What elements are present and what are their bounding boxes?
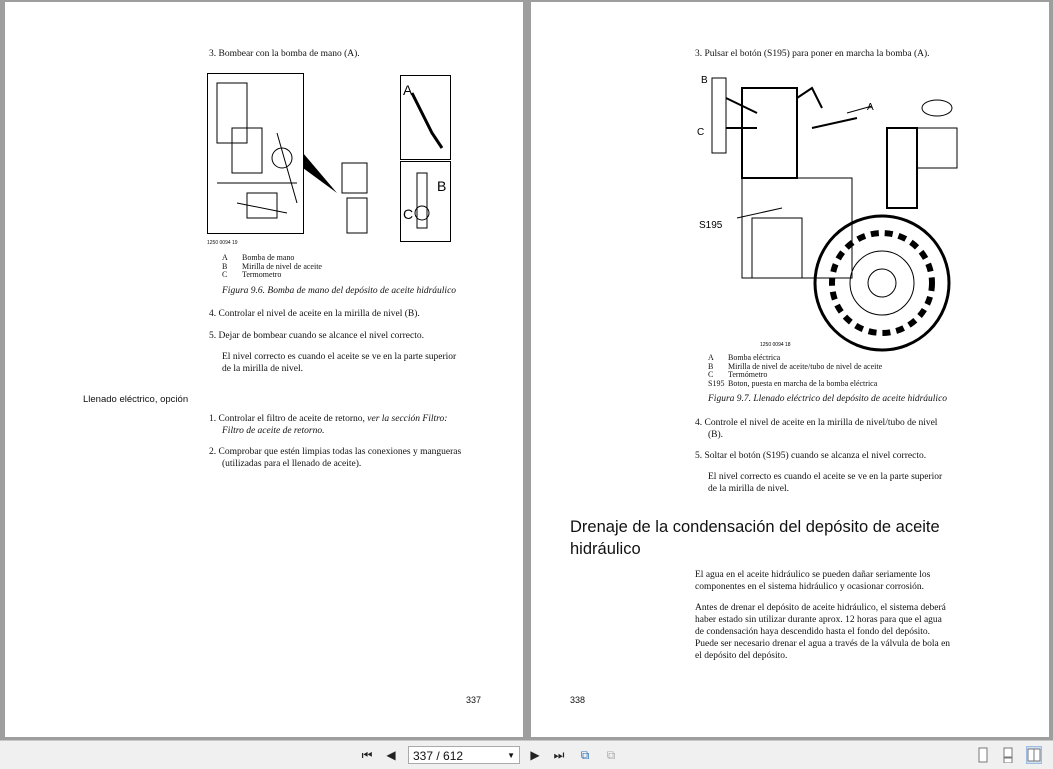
go-forward-view-icon[interactable]: ⧉ (606, 747, 616, 762)
step-4: 4. Controle el nivel de aceite en la mirilla de nivel/tubo de nivel (695, 418, 938, 428)
hand-pump-figure (207, 73, 457, 243)
section-heading: Llenado eléctrico, opción (83, 394, 189, 405)
electric-pump-figure (697, 68, 987, 353)
page-number: 338 (570, 695, 586, 705)
go-back-view-icon[interactable]: ⧉ (580, 747, 590, 762)
note-line-2: de la mirilla de nivel. (708, 484, 789, 494)
continuous-view-icon[interactable] (1000, 746, 1016, 764)
step-4: 4. Controlar el nivel de aceite en la mirilla de nivel (B). (209, 309, 420, 319)
fig-label-c: C (697, 127, 705, 138)
two-page-view-icon[interactable] (1026, 746, 1042, 764)
step-4-cont: (B). (708, 430, 724, 440)
section-link[interactable]: ver la sección Filtro: (367, 414, 448, 424)
note-line-1: El nivel correcto es cuando el aceite se ve en la parte superior (708, 472, 943, 482)
figure-caption: Figura 9.6. Bomba de mano del depósito de aceite hidráulico (222, 286, 457, 296)
step-text: 1. Controlar el filtro de aceite de retorno, (209, 414, 365, 424)
electric-step-1 (209, 413, 447, 425)
pdf-navigation-toolbar (0, 740, 1053, 769)
figure-legend: A Bomba de mano B Mirilla de nivel de aceite C Termometro (222, 253, 322, 279)
paragraph-2: Antes de drenar el depósito de aceite hidráulico, el sistema deberá haber estado sin utilizar durante aprox. 12 horas para que el agua de condensación haya descendido hasta el fondo del depósito. Puede ser necesario drenar el agua a través de la válvula de bola en el depósito del depósito. (695, 603, 951, 661)
fig-label-c: C (403, 206, 414, 222)
last-page-icon[interactable]: ⏭ (553, 747, 565, 762)
previous-page-icon[interactable]: ◀ (386, 748, 396, 762)
fig-label-b: B (701, 75, 708, 86)
note-line-1: El nivel correcto es cuando el aceite se ve en la parte superior (222, 352, 457, 362)
figure-caption: Figura 9.7. Llenado eléctrico del depósito de aceite hidráulico (708, 394, 948, 404)
pdf-page-338 (531, 2, 1049, 737)
fig-label-s195: S195 (699, 220, 723, 231)
next-page-icon[interactable]: ▶ (530, 748, 540, 762)
electric-step-2: 2. Comprobar que estén limpias todas las conexiones y mangueras (209, 447, 462, 457)
paragraph-1: El agua en el aceite hidráulico se pueden dañar seriamente los componentes en el sistema hidráulico y ocasionar corrosión. (695, 570, 931, 592)
note-line-2: de la mirilla de nivel. (222, 364, 303, 374)
heading-line-2: hidráulico (570, 540, 641, 558)
page-field-value: 337 / 612 (413, 749, 464, 763)
electric-step-2-cont: (utilizadas para el llenado de aceite). (222, 459, 362, 469)
single-page-view-icon[interactable] (975, 746, 991, 764)
section-link-cont[interactable]: Filtro de aceite de retorno. (222, 426, 325, 436)
figure-code: 1250 0094 18 (760, 342, 791, 348)
figure-legend: A Bomba eléctrica B Mirilla de nivel de aceite/tubo de nivel de aceite C Termómetro S195 Boton, puesta en marcha de la bomba eléctrica (708, 353, 883, 388)
fig-label-b: B (437, 178, 447, 194)
heading-line-1: Drenaje de la condensación del depósito de aceite (570, 518, 940, 536)
pdf-page-337 (5, 2, 523, 737)
fig-label-a: A (867, 102, 874, 113)
step-3: 3. Bombear con la bomba de mano (A). (209, 49, 360, 59)
figure-code: 1250 0094 19 (207, 240, 238, 246)
first-page-icon[interactable]: ⏮ (361, 747, 373, 762)
page-number: 337 (466, 695, 482, 705)
step-3: 3. Pulsar el botón (S195) para poner en marcha la bomba (A). (695, 49, 930, 59)
step-5: 5. Soltar el botón (S195) cuando se alcanza el nivel correcto. (695, 451, 927, 461)
section-heading (570, 516, 940, 560)
page-number-select[interactable] (408, 746, 520, 764)
chevron-down-icon: ▼ (507, 751, 515, 760)
fig-label-a: A (403, 82, 413, 98)
step-5: 5. Dejar de bombear cuando se alcance el nivel correcto. (209, 331, 424, 341)
